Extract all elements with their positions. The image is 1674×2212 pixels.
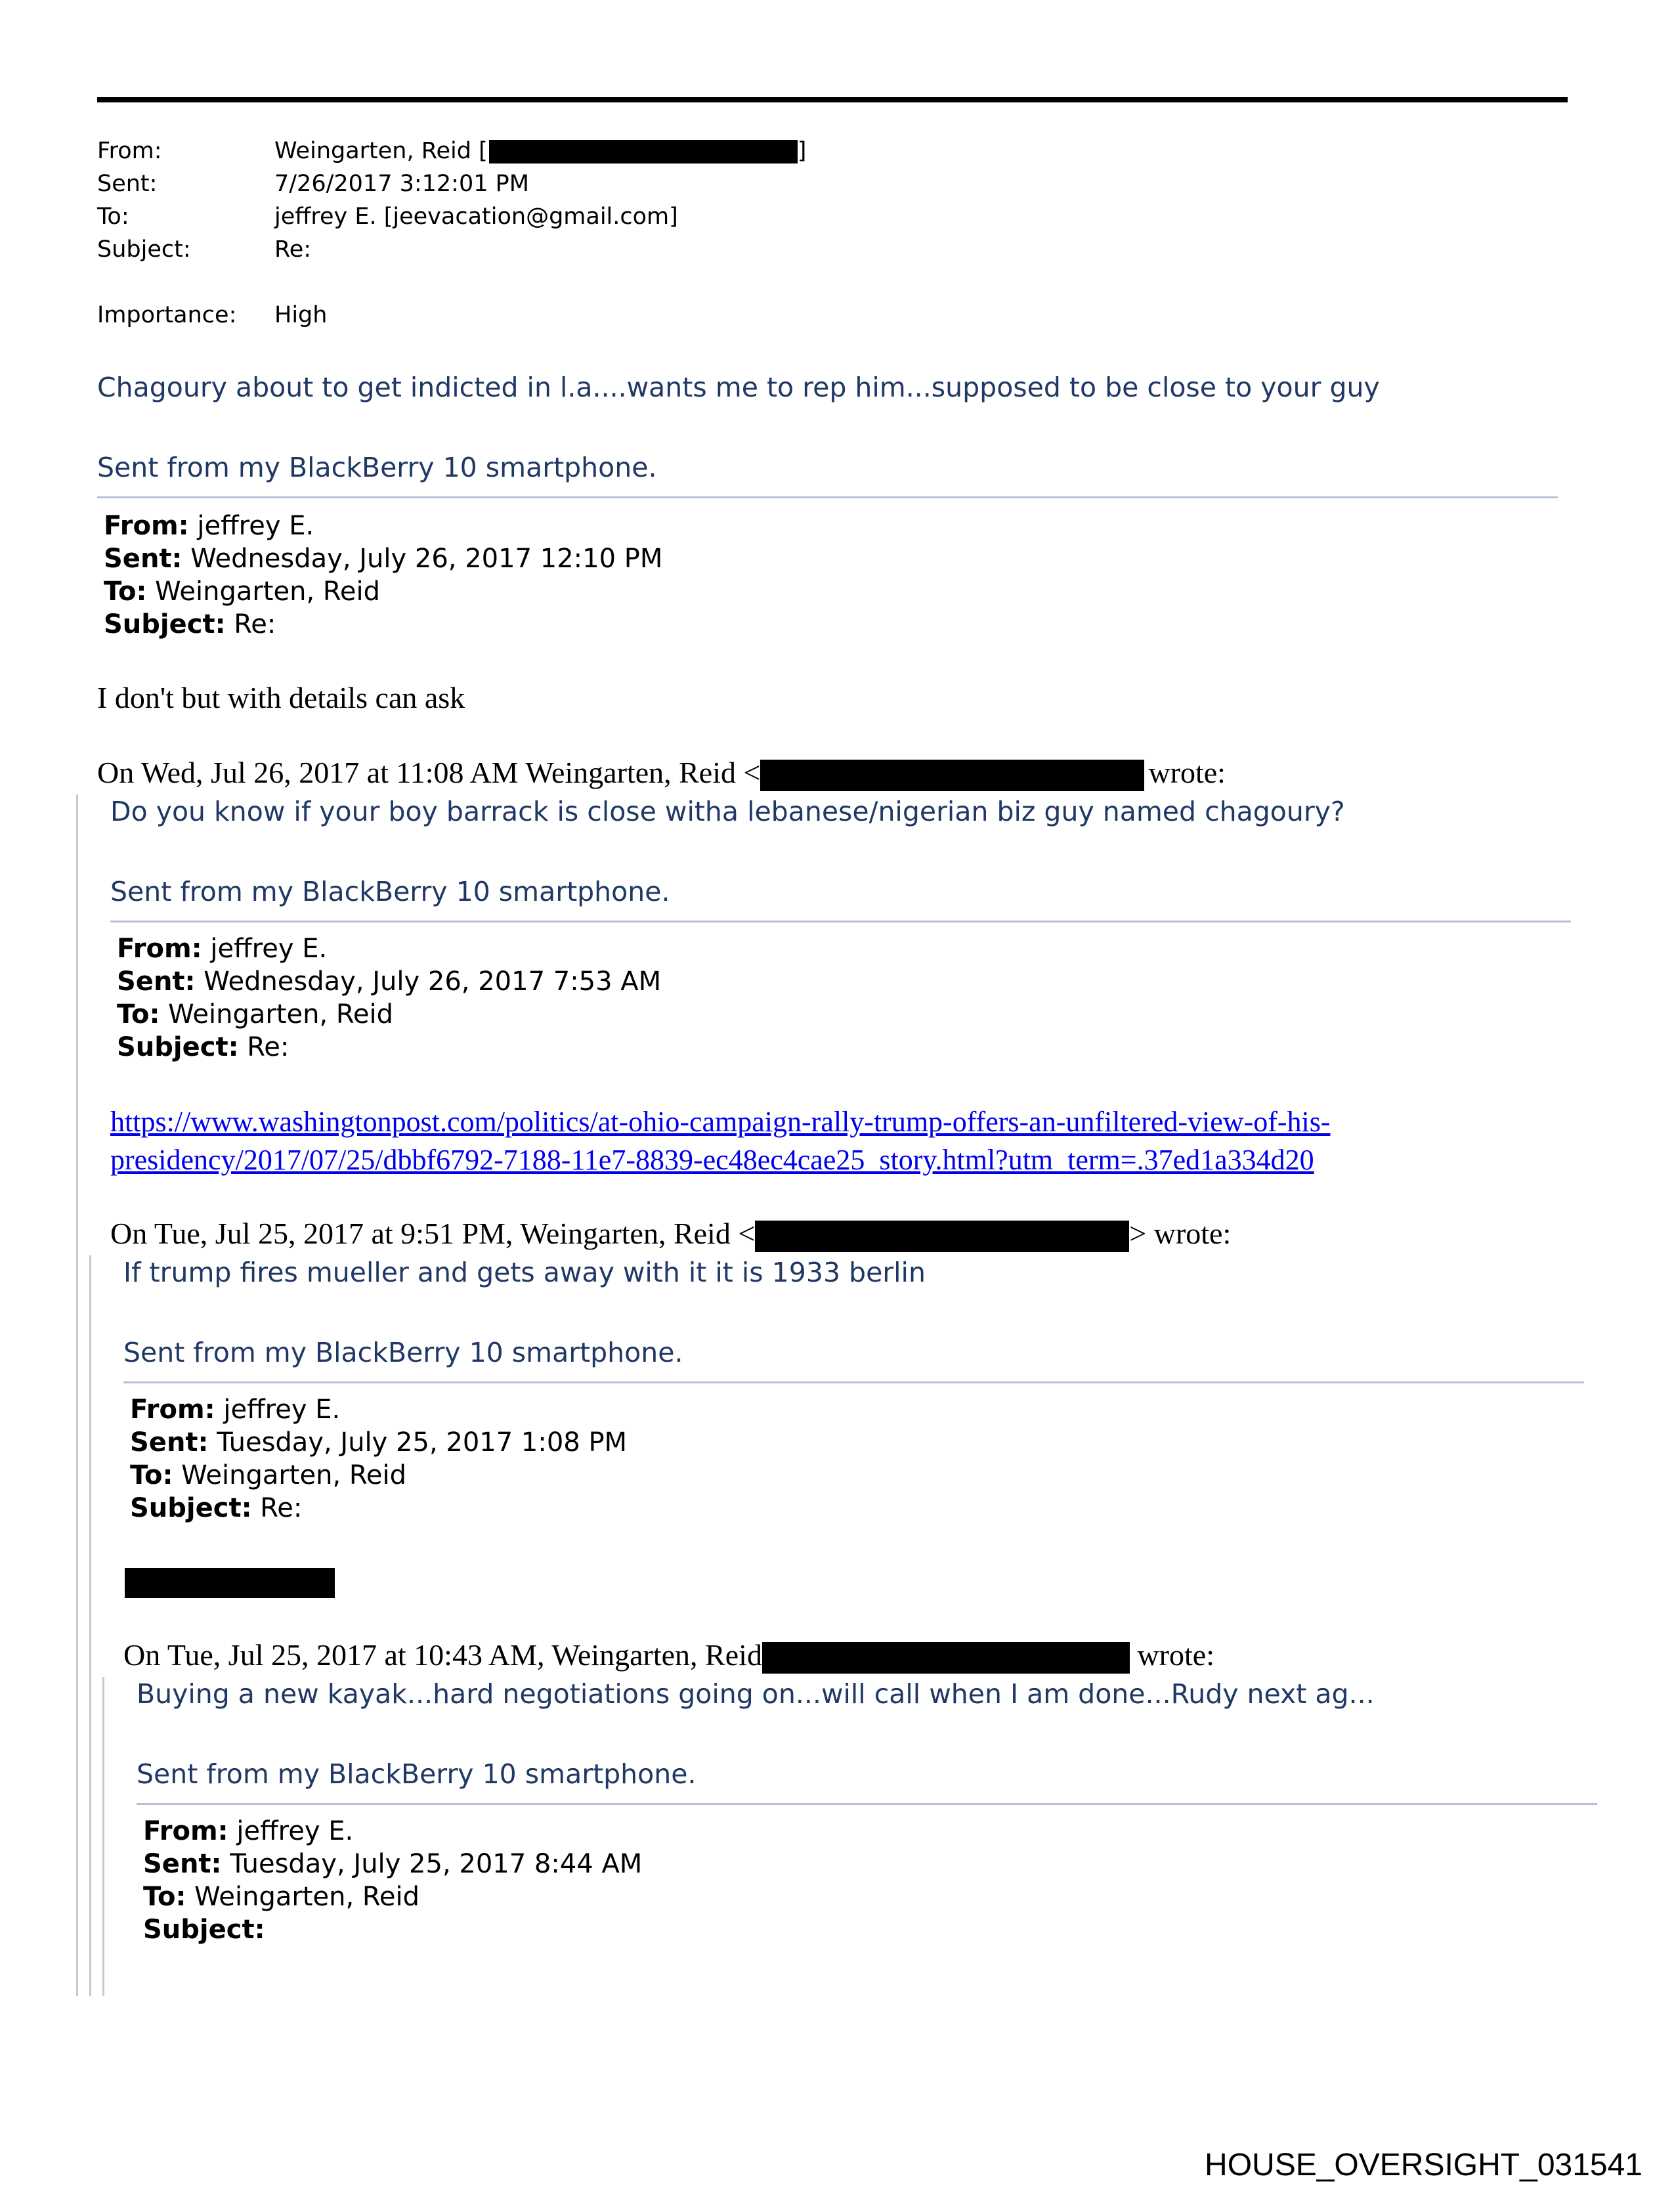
- header-subject-label: Subject:: [97, 236, 191, 263]
- top-rule: [97, 97, 1568, 102]
- divider: [110, 921, 1571, 922]
- reply4-to: To: Weingarten, Reid: [143, 1882, 419, 1912]
- quote-line-2: On Tue, Jul 25, 2017 at 9:51 PM, Weingarten, Reid < > wrote:: [110, 1216, 1231, 1252]
- header-from-name: Weingarten, Reid [: [274, 138, 488, 164]
- redaction: [125, 1568, 335, 1598]
- quote-bar-2: [89, 1255, 91, 1996]
- reply1-sent: Sent: Wednesday, July 26, 2017 12:10 PM: [104, 544, 663, 574]
- message-body-3: Do you know if your boy barrack is close witha lebanese/nigerian biz guy named chagoury?: [110, 796, 1345, 827]
- header-subject-value: Re:: [274, 236, 312, 263]
- bates-number: HOUSE_OVERSIGHT_031541: [1205, 2148, 1642, 2182]
- article-link[interactable]: [110, 1103, 1331, 1179]
- header-to-label: To:: [97, 204, 129, 230]
- reply4-subject: Subject:: [143, 1915, 265, 1945]
- redaction: [762, 1642, 1130, 1674]
- reply3-subject: Subject: Re:: [130, 1493, 303, 1523]
- header-to-value: jeffrey E. [jeevacation@gmail.com]: [274, 204, 678, 230]
- reply3-from: From: jeffrey E.: [130, 1395, 341, 1425]
- header-importance-label: Importance:: [97, 302, 237, 328]
- reply1-to: To: Weingarten, Reid: [104, 576, 380, 607]
- quote-bar-1: [76, 794, 78, 1996]
- reply4-sent: Sent: Tuesday, July 25, 2017 8:44 AM: [143, 1849, 643, 1879]
- message-body-4: If trump fires mueller and gets away with it it is 1933 berlin: [123, 1257, 926, 1288]
- message-body-5: Buying a new kayak...hard negotiations going on...will call when I am done...Rudy next ag...: [137, 1678, 1375, 1710]
- reply1-subject: Subject: Re:: [104, 609, 276, 640]
- header-from-value: [274, 135, 806, 167]
- reply2-to: To: Weingarten, Reid: [117, 999, 393, 1030]
- reply1-from: From: jeffrey E.: [104, 511, 314, 541]
- quote-line-3: On Tue, Jul 25, 2017 at 10:43 AM, Weingarten, Reid wrote:: [123, 1637, 1214, 1674]
- header-importance-value: High: [274, 302, 328, 328]
- header-sent-value: 7/26/2017 3:12:01 PM: [274, 171, 529, 197]
- message-body-2: I don't but with details can ask: [97, 681, 465, 714]
- article-link-line-2[interactable]: presidency/2017/07/25/dbbf6792-7188-11e7-8839-ec48ec4cae25_story.html?utm_term=.37ed1a334d20: [110, 1144, 1314, 1176]
- redaction: [489, 140, 798, 163]
- divider: [137, 1803, 1597, 1805]
- reply3-sent: Sent: Tuesday, July 25, 2017 1:08 PM: [130, 1427, 628, 1458]
- signature-3: Sent from my BlackBerry 10 smartphone.: [123, 1337, 683, 1368]
- header-sent-label: Sent:: [97, 171, 158, 197]
- redaction: [755, 1221, 1129, 1252]
- signature-2: Sent from my BlackBerry 10 smartphone.: [110, 876, 670, 907]
- divider: [97, 496, 1558, 498]
- bracket: ]: [797, 138, 807, 164]
- reply2-subject: Subject: Re:: [117, 1032, 290, 1062]
- signature-1: Sent from my BlackBerry 10 smartphone.: [97, 452, 657, 483]
- reply2-from: From: jeffrey E.: [117, 934, 328, 964]
- signature-4: Sent from my BlackBerry 10 smartphone.: [137, 1758, 697, 1790]
- divider: [123, 1381, 1584, 1383]
- reply4-from: From: jeffrey E.: [143, 1816, 354, 1846]
- article-link-line-1[interactable]: https://www.washingtonpost.com/politics/at-ohio-campaign-rally-trump-offers-an-unfiltered-view-of-his-: [110, 1106, 1331, 1138]
- quote-bar-3: [102, 1677, 104, 1996]
- quote-line-1: On Wed, Jul 26, 2017 at 11:08 AM Weingarten, Reid < wrote:: [97, 755, 1226, 791]
- reply2-sent: Sent: Wednesday, July 26, 2017 7:53 AM: [117, 966, 662, 997]
- reply3-to: To: Weingarten, Reid: [130, 1460, 406, 1490]
- header-from-label: From:: [97, 138, 162, 164]
- message-body-1: Chagoury about to get indicted in l.a....wants me to rep him...supposed to be close to your guy: [97, 372, 1380, 403]
- redaction: [760, 760, 1144, 791]
